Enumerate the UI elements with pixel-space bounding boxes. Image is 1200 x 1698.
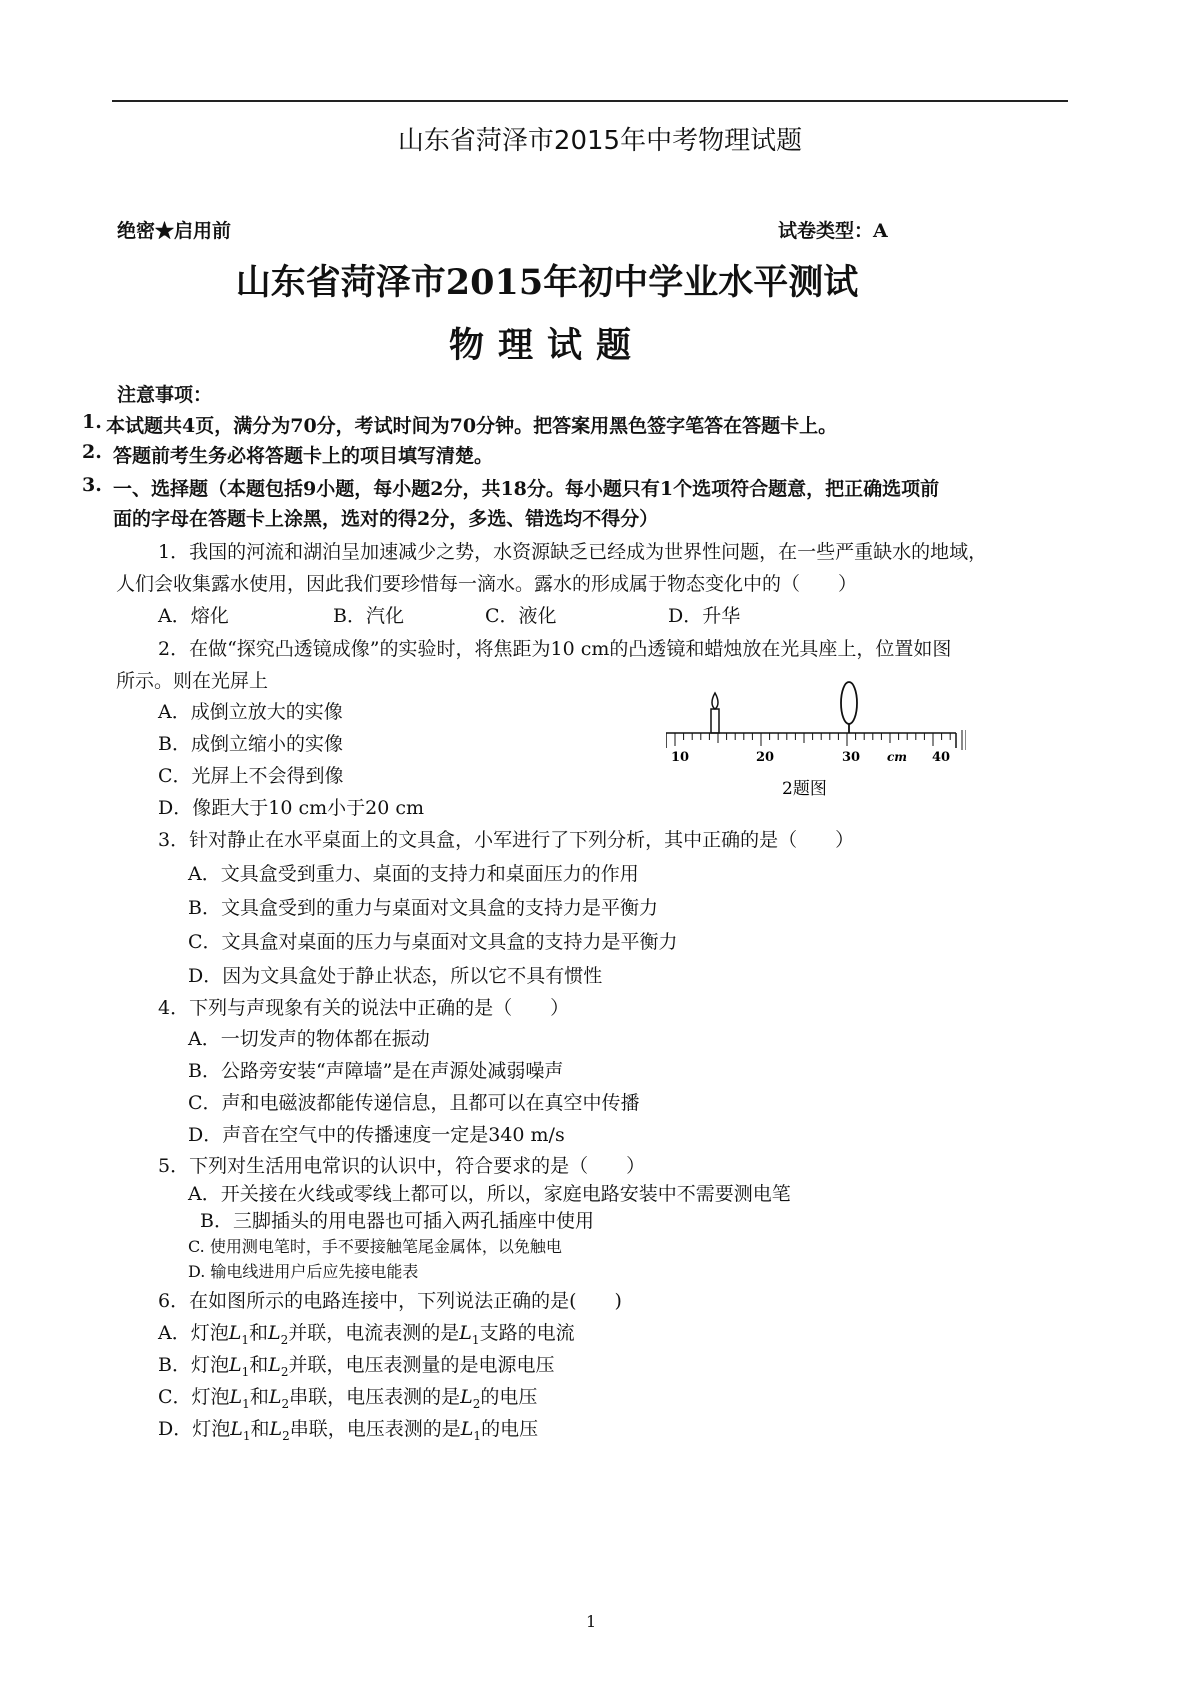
q6-option-d: D．灯泡$L_1$和$L_2$串联，电压表测的是$L_1$的电压 [158, 1418, 539, 1443]
q3-option-a: A．文具盒受到重力、桌面的支持力和桌面压力的作用 [188, 863, 639, 885]
q1-option-c: C．液化 [485, 605, 557, 627]
q3-option-b: B．文具盒受到的重力与桌面对文具盒的支持力是平衡力 [188, 897, 658, 919]
convex-lens-icon [841, 682, 857, 733]
q6-option-a: A．灯泡$L_1$和$L_2$并联，电流表测的是$L_1$支路的电流 [158, 1322, 575, 1347]
q3-stem: 3．针对静止在水平桌面上的文具盒，小军进行了下列分析，其中正确的是（ ） [158, 829, 855, 851]
note-2-number: 2. [82, 441, 102, 463]
notes-heading: 注意事项： [117, 384, 213, 406]
q6-option-c: C．灯泡$L_1$和$L_2$串联，电压表测的是$L_2$的电压 [158, 1386, 538, 1411]
q6-option-b: B．灯泡$L_1$和$L_2$并联，电压表测量的是电源电压 [158, 1354, 555, 1379]
q1-option-b: B．汽化 [333, 605, 404, 627]
note-1-number: 1. [82, 411, 102, 433]
candle-icon [711, 693, 719, 733]
optical-bench-diagram [666, 680, 966, 805]
tick-label-20: 20 [756, 750, 775, 765]
q5-option-c: C. 使用测电笔时，手不要接触笔尾金属体，以免触电 [188, 1237, 562, 1256]
q6-stem: 6．在如图所示的电路连接中，下列说法正确的是( ) [158, 1290, 622, 1312]
header-rule [112, 100, 1068, 102]
q4-stem: 4．下列与声现象有关的说法中正确的是（ ） [158, 997, 570, 1019]
section-one-heading-line2: 面的字母在答题卡上涂黑，选对的得2分，多选、错选均不得分） [113, 508, 659, 530]
q5-option-a: A．开关接在火线或零线上都可以，所以，家庭电路安装中不需要测电笔 [188, 1183, 791, 1205]
tick-label-40: 40 [932, 750, 951, 765]
q2-stem-line1: 2．在做“探究凸透镜成像”的实验时，将焦距为10 cm的凸透镜和蜡烛放在光具座上，位置如图 [158, 638, 952, 660]
q5-stem: 5．下列对生活用电常识的认识中，符合要求的是（ ） [158, 1155, 646, 1177]
scale-unit-label: cm [887, 750, 908, 764]
q4-option-c: C．声和电磁波都能传递信息，且都可以在真空中传播 [188, 1092, 640, 1114]
note-1-text: 本试题共4页，满分为70分，考试时间为70分钟。把答案用黑色签字笔答在答题卡上。 [106, 415, 838, 437]
optical-bench-figure [666, 680, 966, 809]
q4-option-a: A．一切发声的物体都在振动 [188, 1028, 430, 1050]
q3-option-d: D．因为文具盒处于静止状态，所以它不具有惯性 [188, 965, 603, 987]
main-title: 山东省菏泽市2015年初中学业水平测试 [235, 262, 859, 303]
q5-option-d: D. 输电线进用户后应先接电能表 [188, 1262, 419, 1281]
note-2-text: 答题前考生务必将答题卡上的项目填写清楚。 [113, 445, 494, 467]
q1-option-d: D．升华 [668, 605, 741, 627]
q1-stem-line2: 人们会收集露水使用，因此我们要珍惜每一滴水。露水的形成属于物态变化中的（ ） [116, 573, 858, 595]
document-title: 山东省菏泽市2015年中考物理试题 [397, 126, 803, 156]
q1-stem-line1: 1．我国的河流和湖泊呈加速减少之势，水资源缺乏已经成为世界性问题，在一些严重缺水的地域， [158, 541, 988, 563]
paper-type-label: 试卷类型：A [778, 220, 888, 242]
q1-option-a: A．熔化 [158, 605, 229, 627]
q2-option-a: A．成倒立放大的实像 [158, 701, 343, 723]
q2-stem-line2: 所示。则在光屏上 [116, 670, 269, 692]
q3-option-c: C．文具盒对桌面的压力与桌面对文具盒的支持力是平衡力 [188, 931, 678, 953]
q2-option-b: B．成倒立缩小的实像 [158, 733, 343, 755]
page-number: 1 [586, 1612, 597, 1631]
q2-option-c: C．光屏上不会得到像 [158, 765, 344, 787]
q4-option-b: B．公路旁安装“声障墙”是在声源处减弱噪声 [188, 1060, 564, 1082]
note-3-number: 3. [82, 474, 102, 496]
q5-option-b: B．三脚插头的用电器也可插入两孔插座中使用 [200, 1210, 594, 1232]
q2-option-d: D．像距大于10 cm小于20 cm [158, 797, 424, 819]
tick-label-10: 10 [671, 750, 690, 765]
subject-title: 物理试题 [448, 325, 645, 366]
tick-label-30: 30 [842, 750, 861, 765]
figure-caption: 2题图 [782, 779, 827, 799]
secret-label: 绝密★启用前 [117, 220, 232, 242]
section-one-heading-line1: 一、选择题（本题包括9小题，每小题2分，共18分。每小题只有1个选项符合题意，把正确选项前 [113, 478, 940, 500]
q4-option-d: D．声音在空气中的传播速度一定是340 m/s [188, 1124, 565, 1146]
